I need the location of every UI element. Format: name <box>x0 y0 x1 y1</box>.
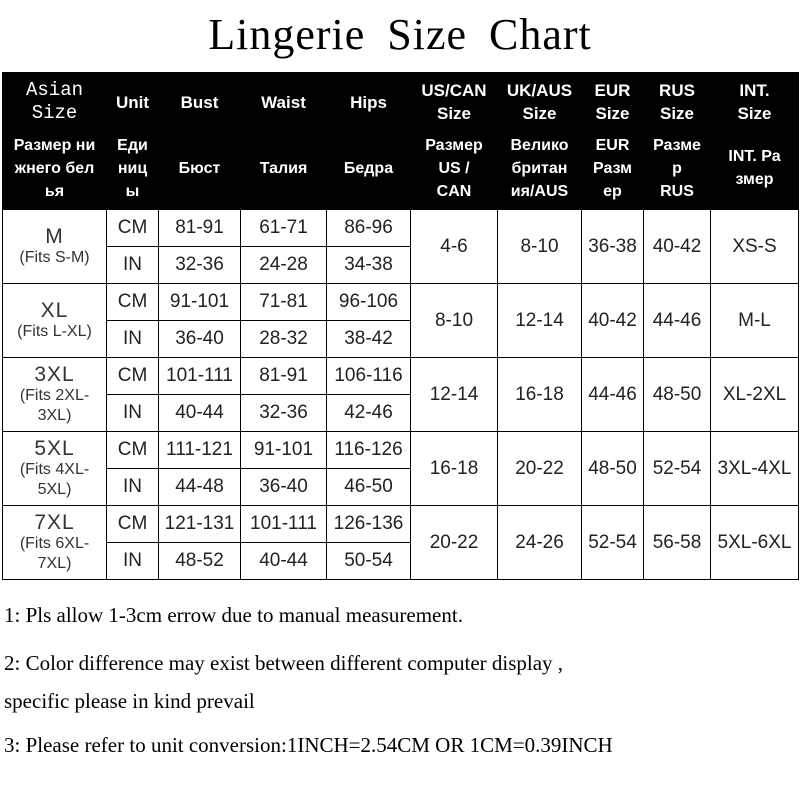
header-us-can-size: US/CAN Size <box>411 73 498 132</box>
uk-aus-size: 8-10 <box>498 210 582 284</box>
bust-in: 44-48 <box>159 469 241 506</box>
unit-cm: CM <box>107 432 159 469</box>
header-ru-eur-size: EUR Разм ер <box>582 132 644 205</box>
header-row-russian <box>3 132 799 205</box>
hips-in: 42-46 <box>327 395 411 432</box>
bust-cm: 121-131 <box>159 506 241 543</box>
us-can-size: 4-6 <box>411 210 498 284</box>
hips-cm: 106-116 <box>327 358 411 395</box>
note-2-continued: specific please in kind prevail <box>4 689 255 713</box>
uk-aus-size: 12-14 <box>498 284 582 358</box>
header-unit: Unit <box>107 73 159 132</box>
us-can-size: 20-22 <box>411 506 498 580</box>
waist-cm: 71-81 <box>241 284 327 321</box>
table-row <box>3 506 799 543</box>
bust-in: 48-52 <box>159 543 241 580</box>
bust-in: 32-36 <box>159 247 241 284</box>
hips-cm: 116-126 <box>327 432 411 469</box>
rus-size: 52-54 <box>644 432 711 506</box>
size-name: 7XL <box>34 510 75 534</box>
size-cell <box>3 284 107 358</box>
unit-cm: CM <box>107 210 159 247</box>
eur-size: 40-42 <box>582 284 644 358</box>
rus-size: 40-42 <box>644 210 711 284</box>
hips-cm: 86-96 <box>327 210 411 247</box>
size-fits: (Fits 2XL- 3XL) <box>19 386 90 424</box>
hips-cm: 96-106 <box>327 284 411 321</box>
int-size: M-L <box>711 284 799 358</box>
waist-cm: 61-71 <box>241 210 327 247</box>
int-size: 5XL-6XL <box>711 506 799 580</box>
header-ru-bust: Бюст <box>159 132 241 205</box>
waist-in: 24-28 <box>241 247 327 284</box>
header-ru-asian-size: Размер ни жнего бел ья <box>3 132 107 205</box>
header-ru-us-can-size: Размер US / CAN <box>411 132 498 205</box>
rus-size: 44-46 <box>644 284 711 358</box>
us-can-size: 12-14 <box>411 358 498 432</box>
eur-size: 44-46 <box>582 358 644 432</box>
header-eur-size: EUR Size <box>582 73 644 132</box>
size-chart-table <box>2 72 799 580</box>
unit-cm: CM <box>107 358 159 395</box>
table-row <box>3 432 799 469</box>
rus-size: 48-50 <box>644 358 711 432</box>
us-can-size: 16-18 <box>411 432 498 506</box>
header-int-size: INT. Size <box>711 73 799 132</box>
size-cell <box>3 506 107 580</box>
page-title: Lingerie Size Chart <box>208 10 592 59</box>
uk-aus-size: 16-18 <box>498 358 582 432</box>
rus-size: 56-58 <box>644 506 711 580</box>
unit-in: IN <box>107 469 159 506</box>
header-rus-size: RUS Size <box>644 73 711 132</box>
uk-aus-size: 20-22 <box>498 432 582 506</box>
waist-in: 28-32 <box>241 321 327 358</box>
size-name: M <box>45 224 64 248</box>
unit-cm: CM <box>107 506 159 543</box>
bust-cm: 111-121 <box>159 432 241 469</box>
waist-in: 32-36 <box>241 395 327 432</box>
table-row <box>3 284 799 321</box>
unit-in: IN <box>107 321 159 358</box>
header-bust: Bust <box>159 73 241 132</box>
header-row-english <box>3 73 799 132</box>
eur-size: 36-38 <box>582 210 644 284</box>
eur-size: 48-50 <box>582 432 644 506</box>
size-fits: (Fits 4XL- 5XL) <box>19 460 90 498</box>
size-name: 3XL <box>34 362 75 386</box>
header-asian-size: Asian Size <box>3 73 107 132</box>
header-ru-waist: Талия <box>241 132 327 205</box>
header-hips: Hips <box>327 73 411 132</box>
waist-cm: 91-101 <box>241 432 327 469</box>
us-can-size: 8-10 <box>411 284 498 358</box>
bust-cm: 91-101 <box>159 284 241 321</box>
unit-in: IN <box>107 395 159 432</box>
note-1: 1: Pls allow 1-3cm errow due to manual measurement. <box>4 603 463 627</box>
header-uk-aus-size: UK/AUS Size <box>498 73 582 132</box>
waist-cm: 81-91 <box>241 358 327 395</box>
size-fits: (Fits 6XL- 7XL) <box>19 534 90 572</box>
int-size: XS-S <box>711 210 799 284</box>
bust-in: 36-40 <box>159 321 241 358</box>
uk-aus-size: 24-26 <box>498 506 582 580</box>
size-name: XL <box>40 298 69 322</box>
hips-in: 38-42 <box>327 321 411 358</box>
size-cell <box>3 432 107 506</box>
hips-in: 46-50 <box>327 469 411 506</box>
waist-in: 40-44 <box>241 543 327 580</box>
hips-in: 34-38 <box>327 247 411 284</box>
header-ru-int-size: INT. Ра змер <box>711 132 799 205</box>
unit-in: IN <box>107 543 159 580</box>
header-ru-hips: Бедра <box>327 132 411 205</box>
unit-in: IN <box>107 247 159 284</box>
size-cell <box>3 358 107 432</box>
bust-cm: 101-111 <box>159 358 241 395</box>
size-cell <box>3 210 107 284</box>
eur-size: 52-54 <box>582 506 644 580</box>
note-3: 3: Please refer to unit conversion:1INCH=2.54CM OR 1CM=0.39INCH <box>4 733 613 757</box>
note-2: 2: Color difference may exist between different computer display , <box>4 651 564 675</box>
bust-cm: 81-91 <box>159 210 241 247</box>
hips-cm: 126-136 <box>327 506 411 543</box>
header-waist: Waist <box>241 73 327 132</box>
waist-in: 36-40 <box>241 469 327 506</box>
int-size: 3XL-4XL <box>711 432 799 506</box>
size-fits: (Fits S-M) <box>19 248 90 266</box>
waist-cm: 101-111 <box>241 506 327 543</box>
bust-in: 40-44 <box>159 395 241 432</box>
unit-cm: CM <box>107 284 159 321</box>
hips-in: 50-54 <box>327 543 411 580</box>
size-fits: (Fits L-XL) <box>17 322 92 340</box>
int-size: XL-2XL <box>711 358 799 432</box>
header-ru-unit: Еди ниц ы <box>107 132 159 205</box>
table-row <box>3 358 799 395</box>
header-ru-rus-size: Разме р RUS <box>644 132 711 205</box>
size-name: 5XL <box>34 436 75 460</box>
header-ru-uk-aus-size: Велико британ ия/AUS <box>498 132 582 205</box>
table-row <box>3 210 799 247</box>
